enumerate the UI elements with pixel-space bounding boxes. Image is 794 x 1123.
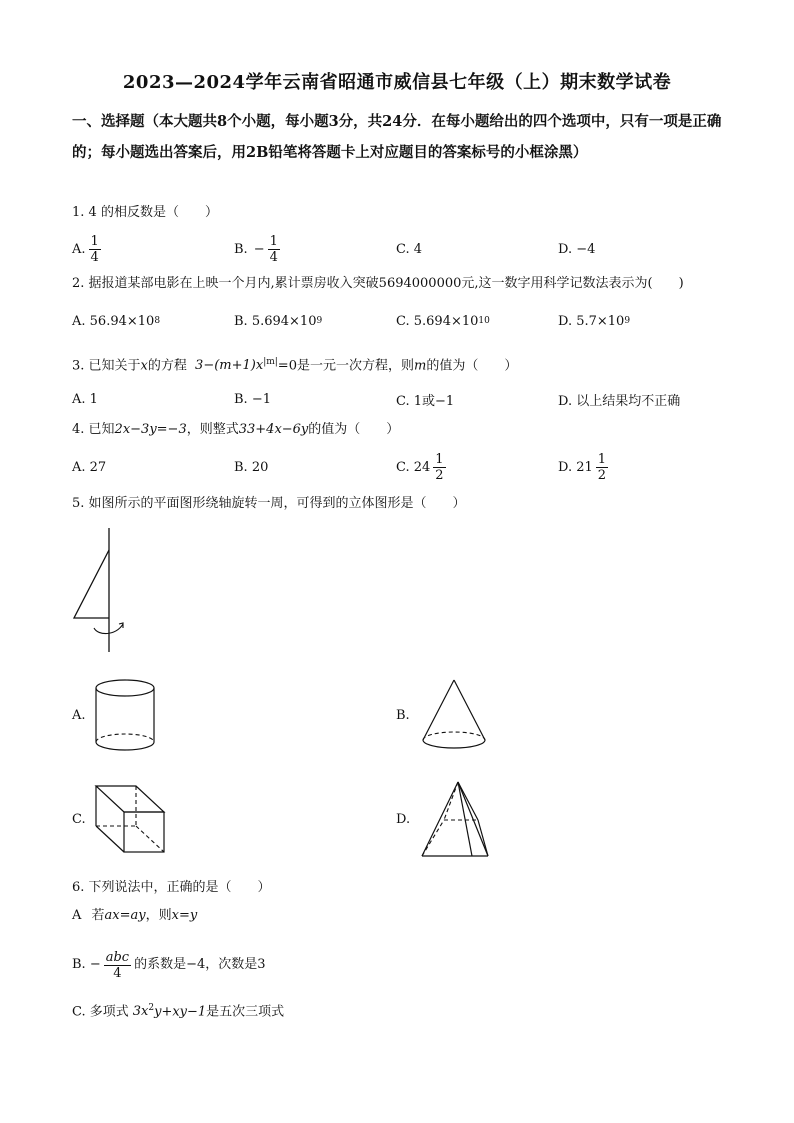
- q4-option-a[interactable]: A. 27: [72, 459, 107, 475]
- q3-option-a[interactable]: A. 1: [72, 391, 98, 407]
- q4-option-d[interactable]: D. 21 $\frac{1}{2}$: [558, 451, 607, 483]
- question-3-stem: 3. 已知关于x的方程 $3-(m+1)x^{|m|}=0$是一元一次方程，则m的值为（ ）: [72, 357, 518, 374]
- q3-option-d[interactable]: D. 以上结果均不正确: [558, 393, 681, 409]
- question-4-options: [72, 447, 722, 487]
- fraction: $\frac{\text{abc}}{4}$: [105, 949, 130, 981]
- q1-option-d[interactable]: D. −4: [558, 241, 596, 257]
- fraction: $\frac{1}{2}$: [597, 451, 607, 483]
- fraction: $\frac{1}{4}$: [90, 233, 99, 265]
- q4-option-b[interactable]: B. 20: [234, 459, 269, 475]
- q5-option-c-label[interactable]: C.: [72, 812, 86, 827]
- q4-option-c[interactable]: C. 24 $\frac{1}{2}$: [396, 451, 444, 483]
- q6-option-c[interactable]: C. 多项式 $3x^2y+xy-1$是五次三项式: [72, 1003, 285, 1020]
- q1-option-b[interactable]: B. − $\frac{1}{4}$: [234, 233, 278, 265]
- q2-option-c[interactable]: C. 5.694×10 10: [396, 313, 490, 329]
- fraction: $\frac{1}{4}$: [269, 233, 278, 265]
- exam-title: 2023—2024学年云南省昭通市威信县七年级（上）期末数学试卷: [122, 72, 672, 93]
- question-1-stem: 1. 4 的相反数是（ ）: [72, 205, 218, 220]
- question-3-options: [72, 379, 722, 419]
- question-5-stem: 5. 如图所示的平面图形绕轴旋转一周，可得到的立体图形是（ ）: [72, 496, 466, 511]
- fraction: $\frac{1}{2}$: [435, 451, 444, 483]
- cylinder-figure[interactable]: [94, 678, 156, 756]
- q2-option-b[interactable]: B. 5.694×10 9: [234, 313, 323, 329]
- rotation-figure: [70, 528, 140, 654]
- cube-figure[interactable]: [94, 784, 168, 858]
- pyramid-figure[interactable]: [420, 780, 492, 860]
- question-4-stem: 4. 已知2x−3y=−3，则整式33+4x−6y的值为（ ）: [72, 422, 400, 437]
- q3-option-c[interactable]: C. 1或−1: [396, 393, 455, 409]
- question-1-options: [72, 229, 722, 269]
- right-triangle: [74, 550, 109, 618]
- q6-option-b[interactable]: B. − $\frac{\text{abc}}{4}$ 的系数是−4，次数是3: [72, 949, 266, 981]
- q3-option-b[interactable]: B. −1: [234, 391, 271, 407]
- question-2-options: [72, 301, 722, 341]
- section-heading: 一、选择题（本大题共8个小题，每小题3分，共24分．在每小题给出的四个选项中，只有一项是正确的；每小题选出答案后，用2B铅笔将答题卡上对应题目的答案标号的小框涂黑）: [72, 113, 722, 161]
- question-6-stem: 6. 下列说法中，正确的是（ ）: [72, 880, 271, 895]
- q6-option-a[interactable]: A 若ax=ay，则x=y: [72, 908, 198, 923]
- q1-option-c[interactable]: C. 4: [396, 241, 423, 257]
- q2-option-d[interactable]: D. 5.7×10 9: [558, 313, 631, 329]
- q2-option-a[interactable]: A. 56.94×10 8: [72, 313, 161, 329]
- q5-option-d-label[interactable]: D.: [396, 812, 411, 827]
- q5-option-b-label[interactable]: B.: [396, 708, 410, 723]
- question-2-stem: 2. 据报道某部电影在上映一个月内,累计票房收入突破5694000000元,这一数字用科学记数法表示为( ): [72, 276, 684, 291]
- q5-option-a-label[interactable]: A.: [72, 708, 86, 723]
- q1-option-a[interactable]: A. $\frac{1}{4}$: [72, 233, 99, 265]
- cone-figure[interactable]: [420, 680, 488, 754]
